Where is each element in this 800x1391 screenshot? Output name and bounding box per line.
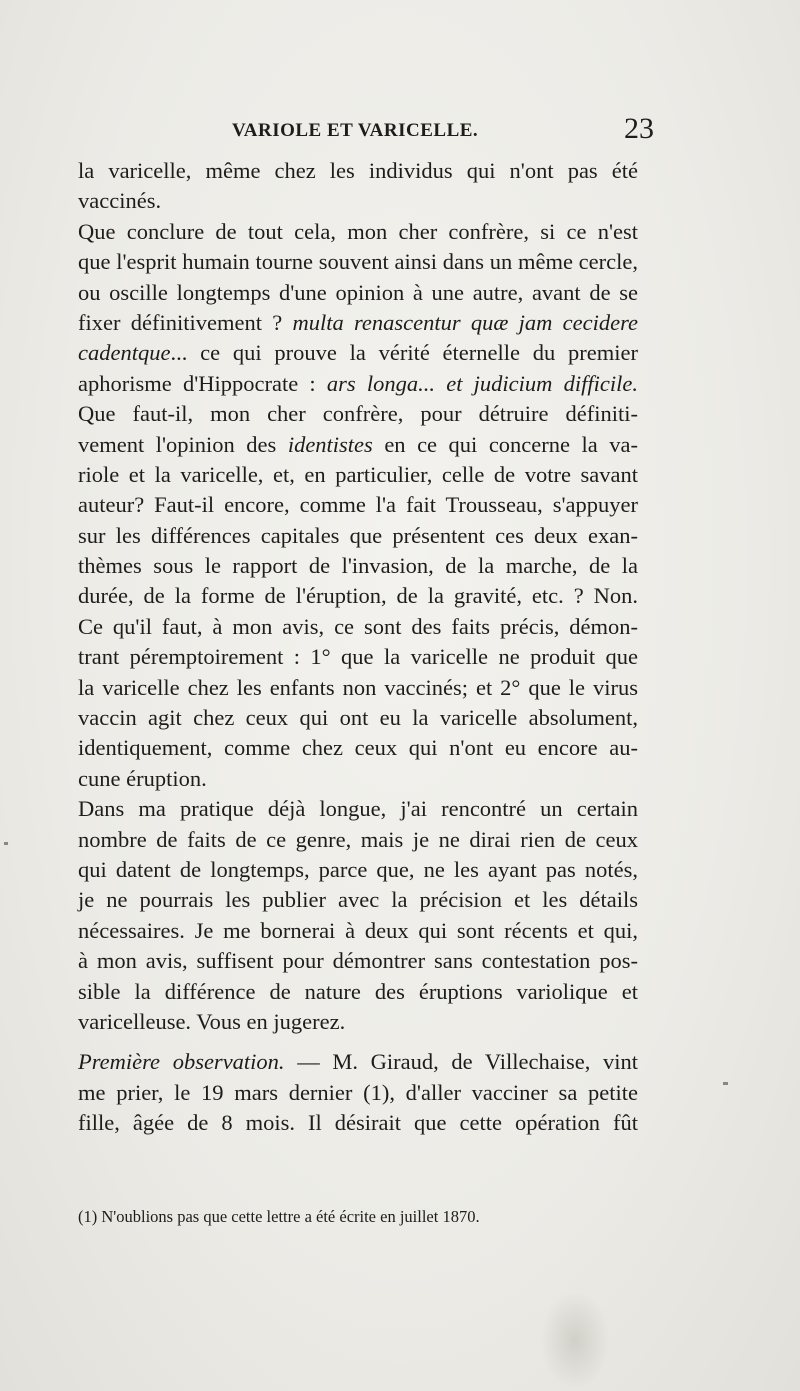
text-line: vaccinés. [78, 188, 162, 214]
text-line: Que conclure de tout cela, mon cher confrère, si ce n'est [78, 218, 638, 244]
text-line: durée, de la forme de l'éruption, de la gravité, etc. ? Non. [78, 583, 638, 609]
text-line: me prier, le 19 mars dernier (1), d'aller vacciner sa petite [78, 1079, 638, 1105]
text-line: fille, âgée de 8 mois. Il désirait que cette opération fût [78, 1110, 638, 1136]
text-line: Première observation. — M. Giraud, de Villechaise, vint [78, 1049, 638, 1075]
text-line: identiquement, comme chez ceux qui n'ont eu encore au- [78, 735, 638, 761]
text-line: ou oscille longtemps d'une opinion à une autre, avant de se [78, 279, 638, 305]
text-line: varicelleuse. Vous en jugerez. [78, 1008, 346, 1034]
text-line: aphorisme d'Hippocrate : ars longa... et judicium difficile. [78, 370, 638, 396]
text-line: auteur? Faut-il encore, comme l'a fait Trousseau, s'appuyer [78, 492, 638, 518]
running-title: VARIOLE ET VARICELLE. [232, 120, 479, 141]
text-line: à mon avis, suffisent pour démontrer sans contestation pos- [78, 948, 638, 974]
italic-phrase: ars longa... et judicium difficile. [326, 370, 638, 396]
text-line: thèmes sous le rapport de l'invasion, de la marche, de la [78, 553, 638, 579]
text-line: vement l'opinion des identistes en ce qui concerne la va- [78, 431, 638, 457]
text-line: sible la différence de nature des éruptions variolique et [78, 978, 638, 1004]
footnote: (1) N'oublions pas que cette lettre a été écrite en juillet 1870. [78, 1207, 480, 1226]
paper-stain [540, 1290, 610, 1390]
text-line: nombre de faits de ce genre, mais je ne dirai rien de ceux [78, 826, 638, 852]
text-line: qui datent de longtemps, parce que, ne les ayant pas notés, [78, 856, 638, 882]
text-line: cadentque... ce qui prouve la vérité éternelle du premier [78, 340, 638, 366]
text-line: Ce qu'il faut, à mon avis, ce sont des faits précis, démon- [78, 613, 638, 639]
italic-phrase: Première observation. [78, 1049, 285, 1075]
text-line: sur les différences capitales que présentent ces deux exan- [78, 522, 638, 548]
text-line: la varicelle chez les enfants non vaccinés; et 2° que le virus [78, 674, 638, 700]
page-header [232, 112, 654, 152]
margin-mark [4, 842, 8, 845]
italic-phrase: identistes [287, 431, 373, 457]
text-line: fixer définitivement ? multa renascentur quæ jam cecidere [78, 309, 638, 335]
text-line: Dans ma pratique déjà longue, j'ai rencontré un certain [78, 796, 638, 822]
page-number: 23 [624, 112, 654, 145]
text-line: je ne pourrais les publier avec la précision et les détails [78, 887, 638, 913]
italic-phrase: cadentque [78, 340, 171, 366]
body-text [78, 156, 638, 1139]
text-line: riole et la varicelle, et, en particulier, celle de votre savant [78, 461, 638, 487]
text-line: trant péremptoirement : 1° que la varicelle ne produit que [78, 644, 638, 670]
text-line: Que faut-il, mon cher confrère, pour détruire définiti- [78, 401, 638, 427]
text-line: vaccin agit chez ceux qui ont eu la varicelle absolument, [78, 705, 638, 731]
text-line: la varicelle, même chez les individus qui n'ont pas été [78, 158, 638, 183]
text-line: cune éruption. [78, 765, 207, 791]
text-line: que l'esprit humain tourne souvent ainsi dans un même cercle, [78, 249, 638, 275]
margin-mark [723, 1082, 728, 1085]
italic-phrase: multa renascentur quæ jam cecidere [292, 309, 638, 335]
text-line: nécessaires. Je me bornerai à deux qui sont récents et qui, [78, 917, 638, 943]
